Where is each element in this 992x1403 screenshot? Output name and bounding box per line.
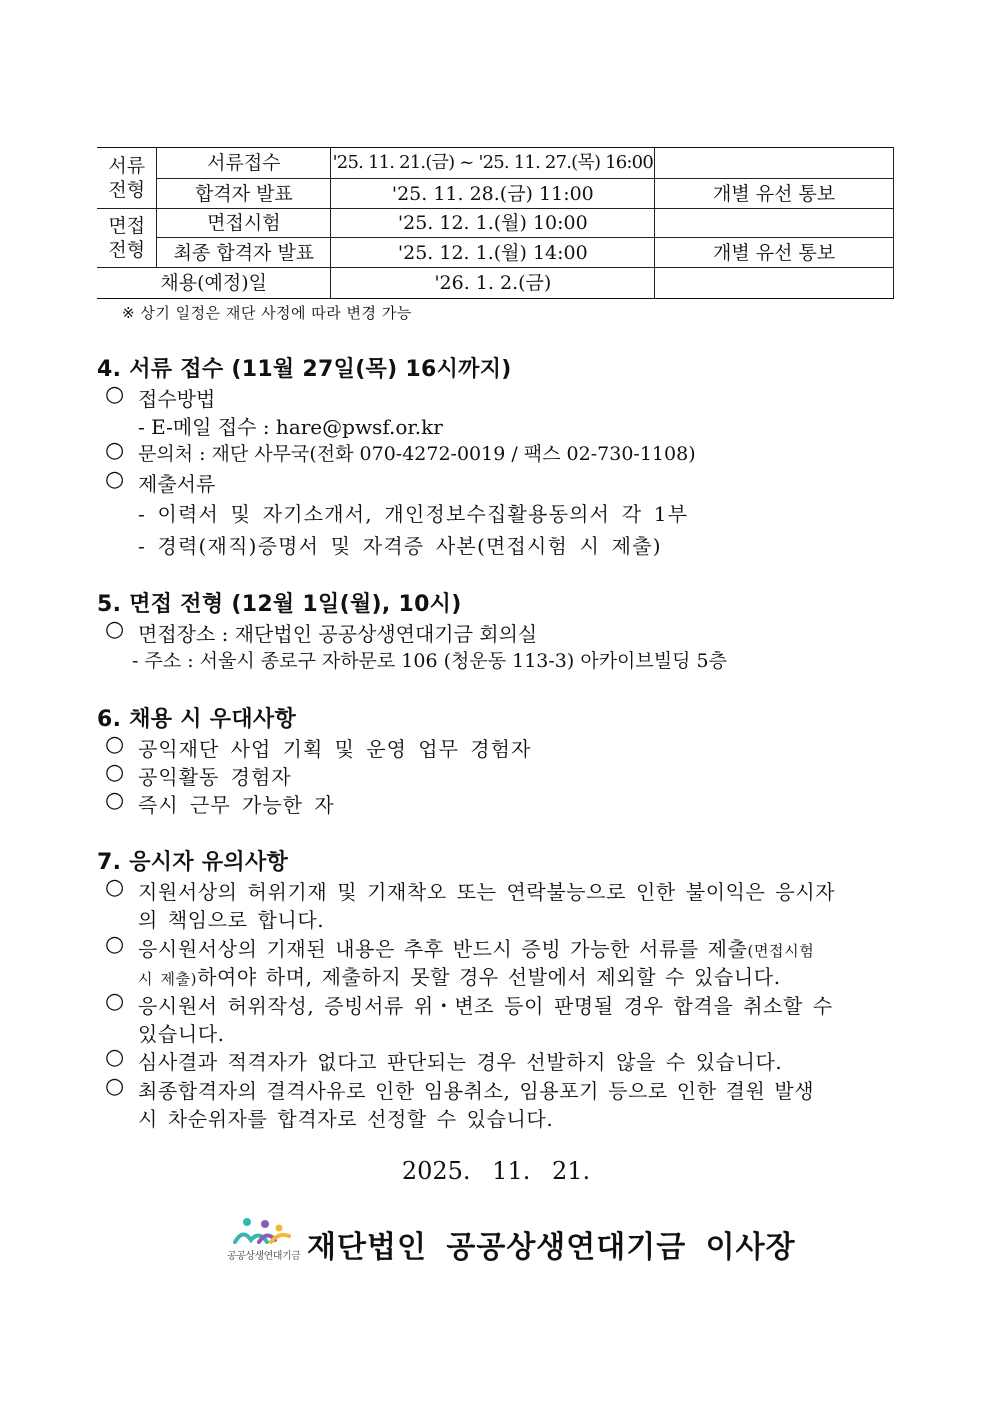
schedule-item: 합격자 발표 [157,179,331,209]
method-label: 접수방법 [138,387,216,411]
preference-item: 공익재단 사업 기획 및 운영 업무 경험자 [138,737,532,761]
notice-item: 최종합격자의 결격사유로 인한 임용취소, 임용포기 등으로 인한 결원 발생 [138,1079,815,1103]
schedule-date: '26. 1. 2.(금) [331,268,655,299]
schedule-date: '25. 11. 28.(금) 11:00 [331,179,655,209]
schedule-note [655,209,894,238]
bullet-icon: ○ [105,932,125,957]
schedule-item: 면접시험 [157,209,331,238]
schedule-date: '25. 12. 1.(월) 10:00 [331,209,655,238]
doc-item: - 이력서 및 자기소개서, 개인정보수집활용동의서 각 1부 [138,502,689,526]
section-6-title: 6. 채용 시 우대사항 [97,707,297,732]
issuer-signature: 재단법인 공공상생연대기금 이사장 [307,1230,796,1265]
bullet-icon: ○ [105,732,125,757]
section-7-title: 7. 응시자 유의사항 [97,850,289,875]
bullet-icon: ○ [105,875,125,900]
preference-item: 즉시 근무 가능한 자 [138,793,335,817]
bullet-icon: ○ [105,382,125,407]
bullet-icon: ○ [105,788,125,813]
schedule-footnote: ※ 상기 일정은 재단 사정에 따라 변경 가능 [122,304,412,322]
schedule-note [655,148,894,179]
schedule-date: '25. 11. 21.(금) ~ '25. 11. 27.(목) 16:00 [331,148,655,179]
notice-text-small: 시 제출) [138,970,198,988]
group-doc-screening: 서류 전형 [97,148,157,209]
schedule-row [97,209,894,238]
method-email: - E-메일 접수 : hare@pwsf.or.kr [138,415,443,439]
schedule-item: 최종 합격자 발표 [157,238,331,268]
bullet-icon: ○ [105,1045,125,1070]
preference-item: 공익활동 경험자 [138,765,292,789]
notice-text: 응시원서상의 기재된 내용은 추후 반드시 증빙 가능한 서류를 제출 [138,937,748,961]
schedule-row [97,179,894,209]
notice-item-cont [138,961,781,990]
notice-item: 지원서상의 허위기재 및 기재착오 또는 연락불능으로 인한 불이익은 응시자 [138,880,836,904]
notice-item: 응시원서 허위작성, 증빙서류 위・변조 등이 판명될 경우 합격을 취소할 수 [138,994,833,1018]
bullet-icon: ○ [105,617,125,642]
notice-text-small: (면접시험 [747,942,815,960]
schedule-note: 개별 유선 통보 [655,179,894,209]
bullet-icon: ○ [105,1074,125,1099]
logo-text: 공공상생연대기금 [227,1251,301,1262]
schedule-row [97,268,894,299]
schedule-row [97,148,894,179]
notice-text: 하여야 하며, 제출하지 못할 경우 선발에서 제외할 수 있습니다. [197,965,781,989]
schedule-row [97,238,894,268]
schedule-item: 서류접수 [157,148,331,179]
schedule-item: 채용(예정)일 [97,268,331,299]
schedule-note [655,268,894,299]
bullet-icon: ○ [105,438,125,463]
schedule-table [97,147,894,299]
doc-item: - 경력(재직)증명서 및 자격증 사본(면접시험 시 제출) [138,534,662,558]
section-4-title: 4. 서류 접수 (11월 27일(목) 16시까지) [97,357,512,382]
schedule-note: 개별 유선 통보 [655,238,894,268]
bullet-icon: ○ [105,989,125,1014]
notice-item-cont: 시 차순위자를 합격자로 선정할 수 있습니다. [138,1107,554,1131]
notice-item [138,933,814,962]
schedule-date: '25. 12. 1.(월) 14:00 [331,238,655,268]
bullet-icon: ○ [105,467,125,492]
notice-item-cont: 있습니다. [138,1022,225,1046]
interview-address: - 주소 : 서울시 종로구 자하문로 106 (청운동 113-3) 아카이브빌딩 5층 [132,650,727,672]
interview-place: 면접장소 : 재단법인 공공상생연대기금 회의실 [138,622,538,646]
docs-label: 제출서류 [138,472,216,496]
notice-item: 심사결과 적격자가 없다고 판단되는 경우 선발하지 않을 수 있습니다. [138,1050,783,1074]
group-interview: 면접 전형 [97,209,157,268]
issue-date: 2025. 11. 21. [401,1157,591,1185]
bullet-icon: ○ [105,760,125,785]
contact-info: 문의처 : 재단 사무국(전화 070-4272-0019 / 팩스 02-730-1108) [138,443,696,465]
section-5-title: 5. 면접 전형 (12월 1일(월), 10시) [97,592,462,617]
notice-item-cont: 의 책임으로 합니다. [138,908,325,932]
